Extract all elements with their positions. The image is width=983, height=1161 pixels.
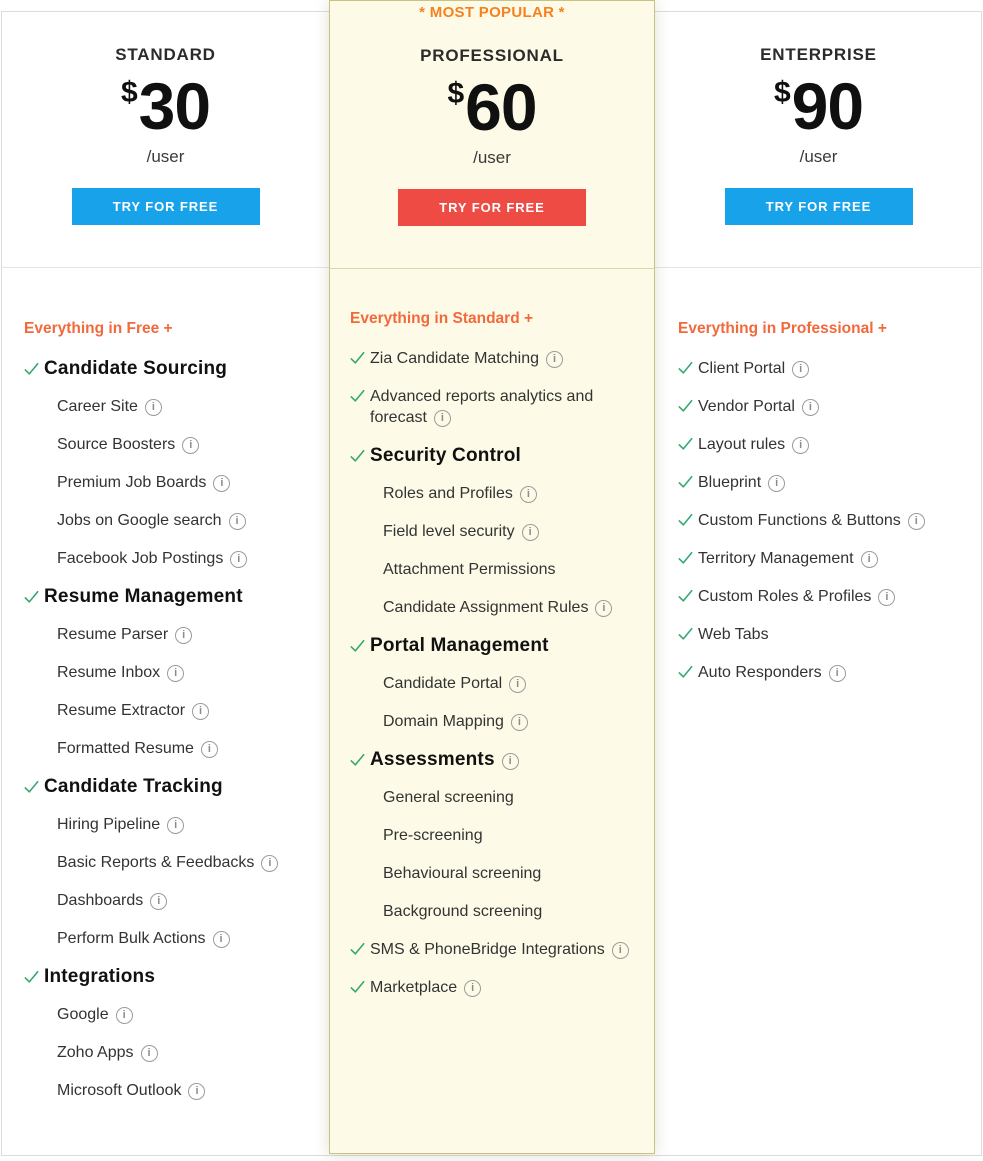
info-icon[interactable]: i: [182, 437, 199, 454]
feature-item: [678, 434, 971, 455]
feature-label: Dashboards: [57, 892, 144, 909]
feature-item: [24, 624, 319, 645]
info-icon[interactable]: i: [520, 486, 537, 503]
feature-item: [24, 852, 319, 873]
feature-label: Auto Responders: [698, 664, 822, 681]
feature-label: Marketplace: [370, 979, 458, 996]
plan-header-professional: [330, 4, 654, 279]
info-icon[interactable]: i: [201, 741, 218, 758]
check-icon: [350, 449, 365, 463]
feature-item: [24, 1004, 319, 1025]
feature-item: [24, 548, 319, 569]
feature-label: Pre-screening: [383, 827, 483, 844]
info-icon[interactable]: i: [546, 351, 563, 368]
feature-label: Basic Reports & Feedbacks: [57, 854, 255, 871]
info-icon[interactable]: i: [229, 513, 246, 530]
info-icon[interactable]: i: [145, 399, 162, 416]
feature-label: Behavioural screening: [383, 865, 542, 882]
feature-item: [24, 662, 319, 683]
plan-intro-label: Everything in Standard +: [350, 310, 534, 327]
feature-item: [350, 787, 644, 808]
feature-item: [24, 434, 319, 455]
info-icon[interactable]: i: [768, 475, 785, 492]
feature-item: [678, 624, 971, 645]
feature-item: [678, 510, 971, 531]
check-icon: [24, 780, 39, 794]
feature-section: [350, 749, 644, 771]
feature-item: [350, 825, 644, 846]
feature-label: Territory Management: [698, 550, 854, 567]
check-icon: [678, 551, 693, 565]
feature-label: Zia Candidate Matching: [370, 350, 539, 367]
feature-item: [678, 472, 971, 493]
try-for-free-button[interactable]: TRY FOR FREE: [72, 188, 260, 225]
info-icon[interactable]: i: [213, 931, 230, 948]
currency-symbol: $: [773, 76, 791, 109]
feature-label: Perform Bulk Actions: [57, 930, 206, 947]
feature-label: Client Portal: [698, 360, 786, 377]
currency-symbol: $: [447, 77, 465, 110]
info-icon[interactable]: i: [792, 361, 809, 378]
feature-label: Advanced reports analytics and forecast: [370, 388, 594, 426]
feature-label: Resume Inbox: [57, 664, 161, 681]
info-icon[interactable]: i: [595, 600, 612, 617]
feature-label: Google: [57, 1006, 109, 1023]
feature-item: [350, 597, 644, 618]
feature-label: Custom Roles & Profiles: [698, 588, 872, 605]
check-icon: [350, 942, 365, 956]
check-icon: [350, 639, 365, 653]
feature-section: [24, 358, 319, 380]
info-icon[interactable]: i: [116, 1007, 133, 1024]
info-icon[interactable]: i: [167, 665, 184, 682]
feature-label: Background screening: [383, 903, 543, 920]
feature-item: [24, 396, 319, 417]
feature-item: [678, 548, 971, 569]
feature-item: [24, 472, 319, 493]
info-icon[interactable]: i: [522, 524, 539, 541]
feature-label: Web Tabs: [698, 626, 769, 643]
feature-list-professional: [330, 268, 654, 1015]
per-unit-label: /user: [799, 147, 838, 166]
info-icon[interactable]: i: [502, 753, 519, 770]
price-amount: 60: [465, 70, 537, 144]
plan-price: [656, 69, 981, 143]
feature-item: [350, 559, 644, 580]
plan-name: PROFESSIONAL: [420, 46, 564, 65]
feature-item: [24, 928, 319, 949]
plan-price: [2, 69, 329, 143]
feature-label: General screening: [383, 789, 514, 806]
check-icon: [678, 665, 693, 679]
per-unit-label: /user: [473, 148, 511, 167]
plan-header-enterprise: [656, 11, 981, 278]
info-icon[interactable]: i: [612, 942, 629, 959]
feature-section: [24, 776, 319, 798]
info-icon[interactable]: i: [230, 551, 247, 568]
feature-label: Premium Job Boards: [57, 474, 207, 491]
check-icon: [24, 590, 39, 604]
feature-label: Candidate Assignment Rules: [383, 599, 589, 616]
info-icon[interactable]: i: [878, 589, 895, 606]
price-amount: 30: [138, 69, 211, 143]
info-icon[interactable]: i: [464, 980, 481, 997]
feature-label: Resume Management: [44, 586, 243, 607]
plan-column-professional: [329, 0, 655, 1154]
feature-label: Hiring Pipeline: [57, 816, 161, 833]
feature-section: [24, 966, 319, 988]
plan-header-standard: [2, 11, 329, 278]
price-amount: 90: [791, 69, 864, 143]
feature-label: Zoho Apps: [57, 1044, 134, 1061]
feature-item: [350, 977, 644, 998]
check-icon: [350, 980, 365, 994]
feature-label: Vendor Portal: [698, 398, 795, 415]
feature-item: [24, 1080, 319, 1101]
feature-item: [24, 738, 319, 759]
feature-item: [678, 662, 971, 683]
most-popular-badge: * MOST POPULAR *: [419, 4, 565, 21]
feature-item: [24, 814, 319, 835]
plan-column-enterprise: [656, 11, 981, 1156]
feature-item: [678, 586, 971, 607]
info-icon[interactable]: i: [167, 817, 184, 834]
feature-list-enterprise: [656, 278, 981, 700]
plan-intro-label: Everything in Professional +: [678, 320, 887, 337]
check-icon: [678, 513, 693, 527]
check-icon: [24, 970, 39, 984]
info-icon[interactable]: i: [511, 714, 528, 731]
check-icon: [350, 351, 365, 365]
check-icon: [678, 361, 693, 375]
feature-label: Integrations: [44, 966, 156, 987]
feature-label: Layout rules: [698, 436, 786, 453]
feature-item: [678, 396, 971, 417]
info-icon[interactable]: i: [908, 513, 925, 530]
feature-label: Resume Extractor: [57, 702, 186, 719]
info-icon[interactable]: i: [829, 665, 846, 682]
feature-section: [350, 635, 644, 657]
feature-section: [350, 445, 644, 467]
feature-label: Assessments: [370, 749, 495, 770]
check-icon: [678, 589, 693, 603]
feature-label: Domain Mapping: [383, 713, 504, 730]
feature-label: Candidate Tracking: [44, 776, 223, 797]
info-icon[interactable]: i: [792, 437, 809, 454]
feature-list-standard: [2, 278, 329, 1118]
plan-intro-label: Everything in Free +: [24, 320, 173, 337]
feature-label: Field level security: [383, 523, 515, 540]
plan-column-standard: [2, 11, 329, 1156]
info-icon[interactable]: i: [141, 1045, 158, 1062]
info-icon[interactable]: i: [802, 399, 819, 416]
feature-label: Roles and Profiles: [383, 485, 513, 502]
feature-item: [24, 890, 319, 911]
feature-label: Candidate Sourcing: [44, 358, 228, 379]
info-icon[interactable]: i: [434, 410, 451, 427]
feature-item: [350, 483, 644, 504]
check-icon: [350, 389, 365, 403]
check-icon: [678, 399, 693, 413]
feature-label: Career Site: [57, 398, 138, 415]
info-icon[interactable]: i: [150, 893, 167, 910]
feature-item: [350, 348, 644, 369]
feature-label: Facebook Job Postings: [57, 550, 224, 567]
feature-item: [678, 358, 971, 379]
check-icon: [678, 475, 693, 489]
feature-section: [24, 586, 319, 608]
feature-item: [350, 673, 644, 694]
plan-price: [330, 70, 654, 144]
try-for-free-button[interactable]: TRY FOR FREE: [398, 189, 586, 226]
feature-item: [24, 510, 319, 531]
feature-label: Attachment Permissions: [383, 561, 556, 578]
feature-label: Custom Functions & Buttons: [698, 512, 901, 529]
feature-item: [350, 863, 644, 884]
feature-item: [24, 700, 319, 721]
check-icon: [350, 753, 365, 767]
feature-label: SMS & PhoneBridge Integrations: [370, 941, 605, 958]
check-icon: [678, 437, 693, 451]
feature-label: Portal Management: [370, 635, 549, 656]
try-for-free-button[interactable]: TRY FOR FREE: [725, 188, 913, 225]
info-icon[interactable]: i: [509, 676, 526, 693]
check-icon: [678, 627, 693, 641]
plan-name: STANDARD: [115, 45, 216, 64]
currency-symbol: $: [120, 76, 138, 109]
feature-label: Security Control: [370, 445, 521, 466]
feature-label: Microsoft Outlook: [57, 1082, 182, 1099]
feature-label: Blueprint: [698, 474, 762, 491]
info-icon[interactable]: i: [261, 855, 278, 872]
feature-item: [350, 939, 644, 960]
info-icon[interactable]: i: [175, 627, 192, 644]
feature-label: Formatted Resume: [57, 740, 194, 757]
feature-item: [350, 386, 644, 428]
feature-item: [24, 1042, 319, 1063]
feature-item: [350, 521, 644, 542]
info-icon[interactable]: i: [213, 475, 230, 492]
feature-label: Source Boosters: [57, 436, 176, 453]
info-icon[interactable]: i: [192, 703, 209, 720]
check-icon: [24, 362, 39, 376]
feature-item: [350, 711, 644, 732]
info-icon[interactable]: i: [861, 551, 878, 568]
info-icon[interactable]: i: [188, 1083, 205, 1100]
plan-name: ENTERPRISE: [760, 45, 877, 64]
feature-label: Jobs on Google search: [57, 512, 222, 529]
feature-label: Resume Parser: [57, 626, 169, 643]
feature-item: [350, 901, 644, 922]
per-unit-label: /user: [146, 147, 185, 166]
feature-label: Candidate Portal: [383, 675, 503, 692]
